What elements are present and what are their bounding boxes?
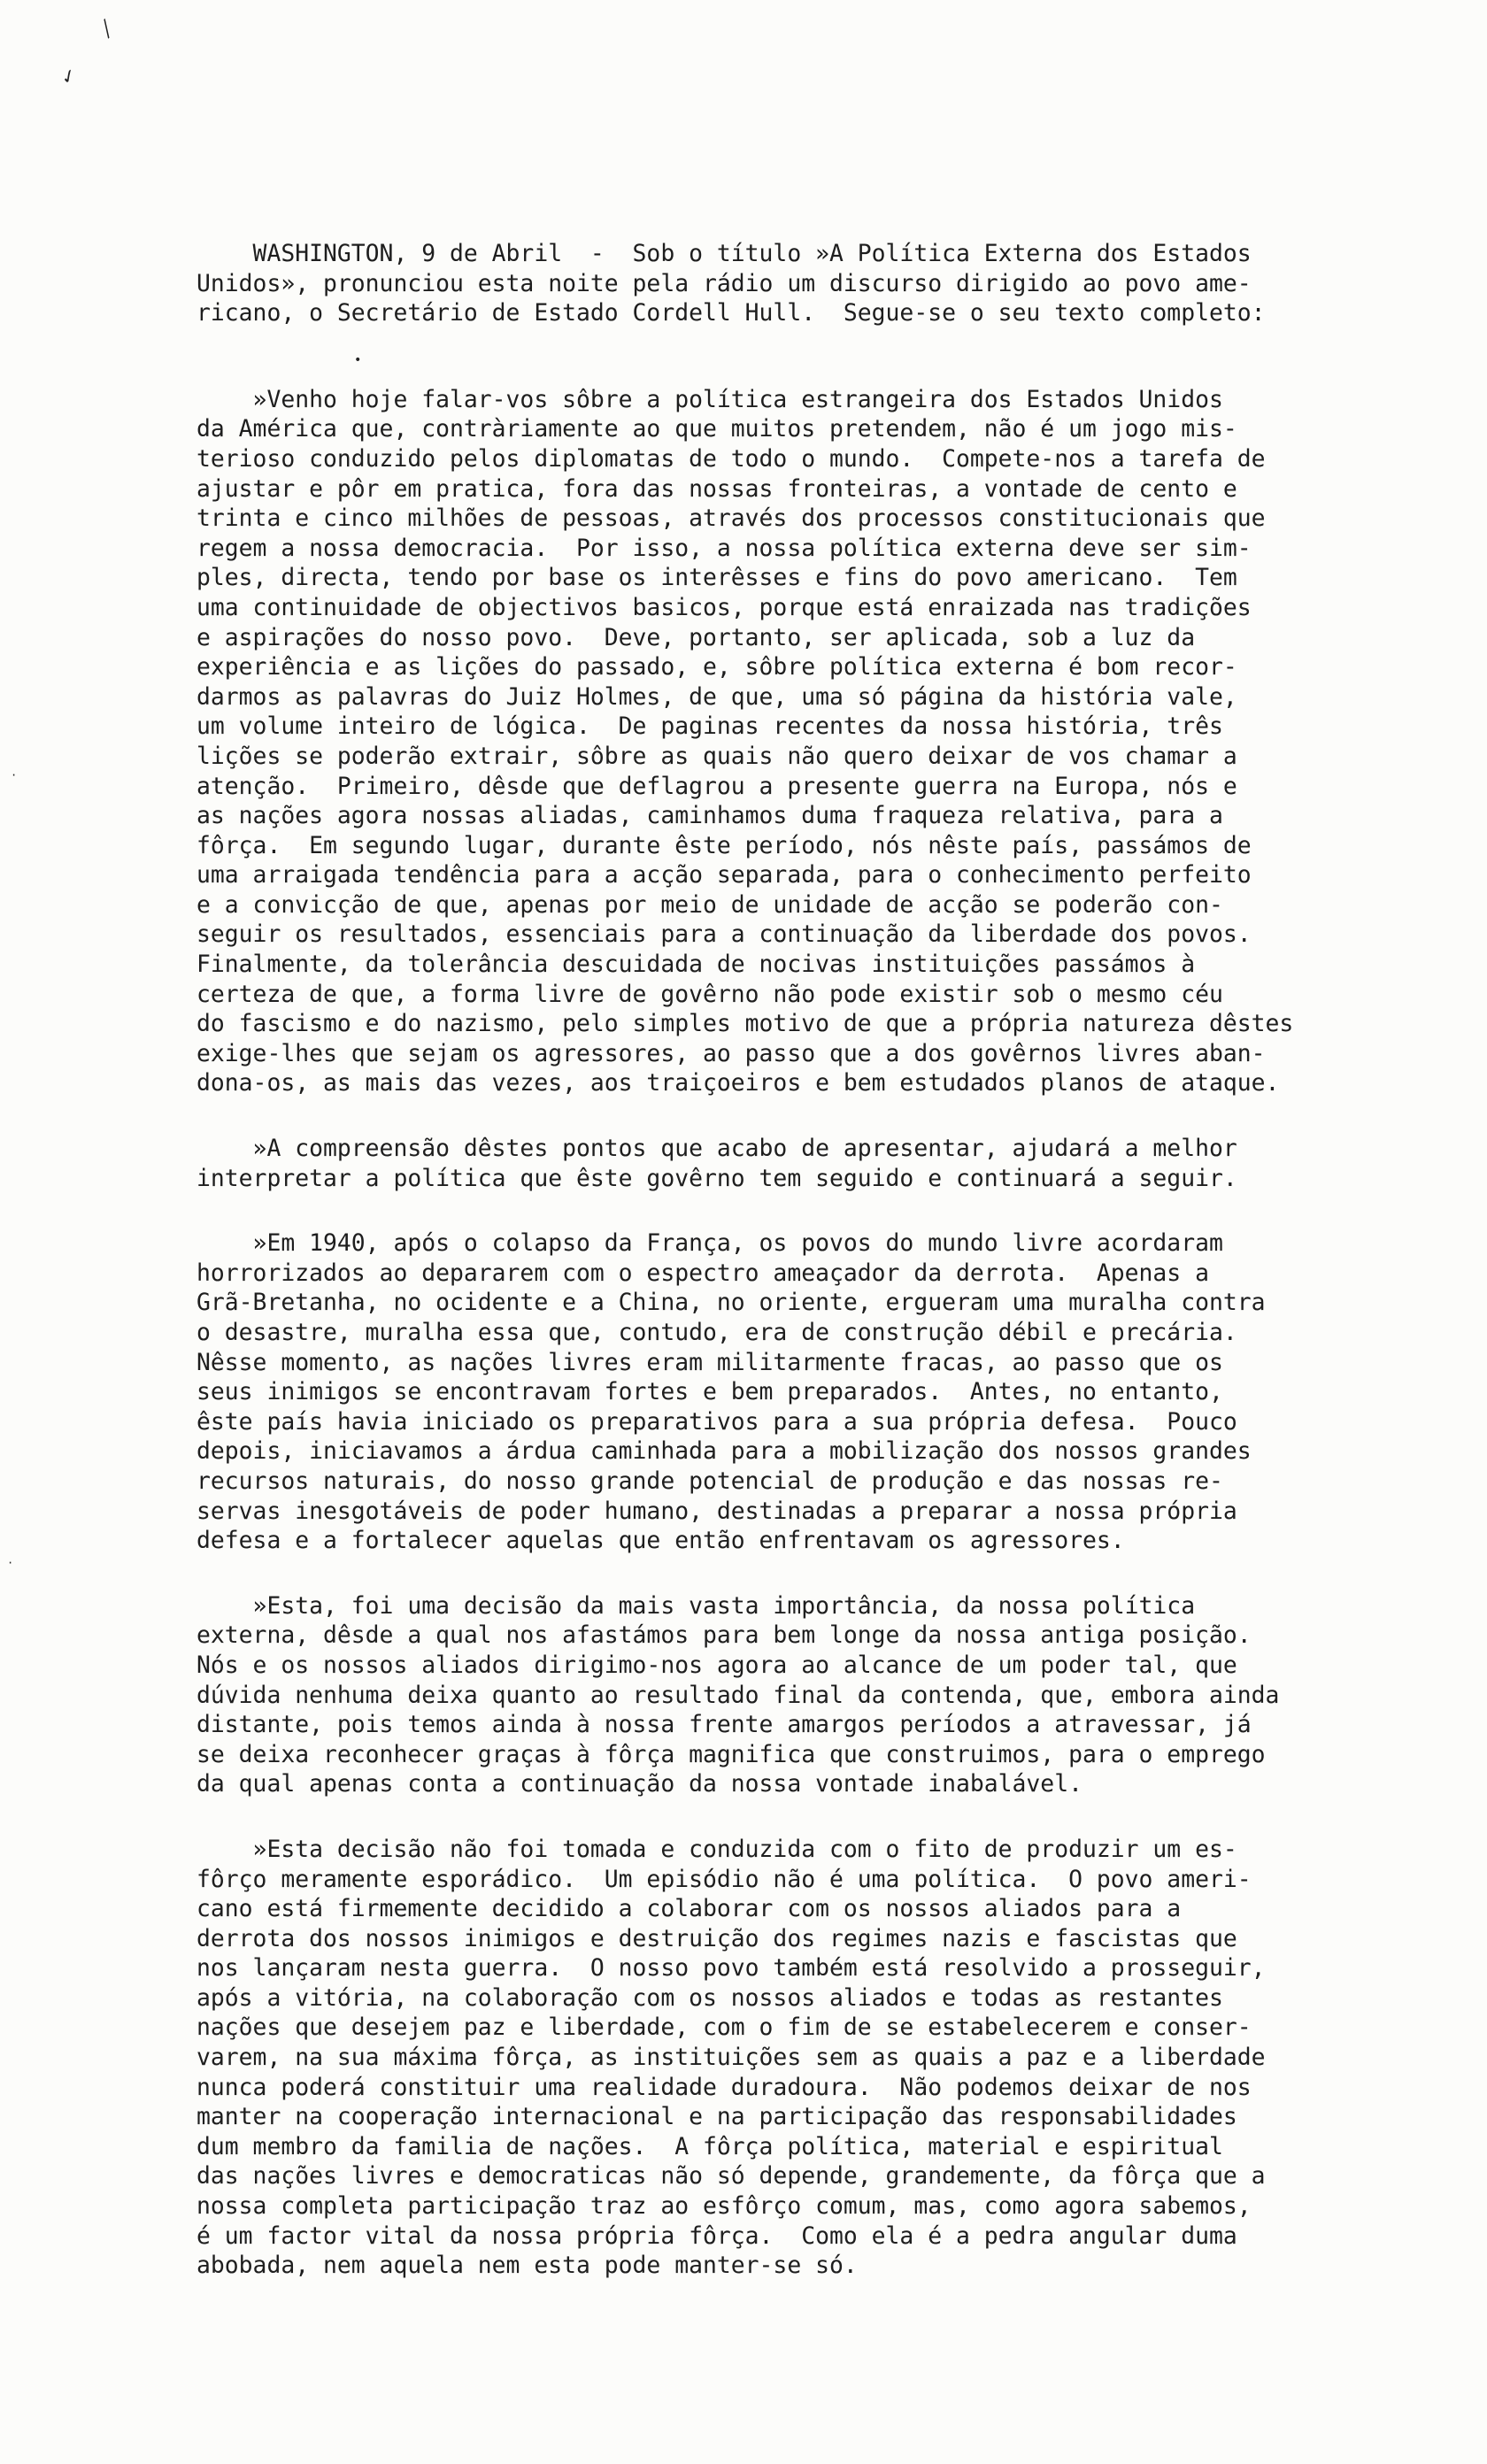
text-line: terioso conduzido pelos diplomatas de todo o mundo. Compete-nos a tarefa de <box>196 444 1266 473</box>
text-line: servas inesgotáveis de poder humano, destinadas a preparar a nossa própria <box>196 1497 1237 1525</box>
text-line: Nós e os nossos aliados dirigimo-nos agora ao alcance de um poder tal, que <box>196 1651 1237 1679</box>
text-line: exige-lhes que sejam os agressores, ao passo que a dos govêrnos livres aban- <box>196 1039 1266 1067</box>
text-line: defesa e a fortalecer aquelas que então enfrentavam os agressores. <box>196 1527 1125 1555</box>
text-line: Grã-Bretanha, no ocidente e a China, no oriente, ergueram uma muralha contra <box>196 1289 1266 1317</box>
text-line: horrorizados ao depararem com o espectro ameaçador da derrota. Apenas a <box>196 1259 1209 1287</box>
text-line: um volume inteiro de lógica. De paginas recentes da nossa história, três <box>196 712 1223 741</box>
text-line: WASHINGTON, 9 de Abril - Sob o título »A Política Externa dos Estados <box>196 240 1252 267</box>
margin-speck-mark: · <box>7 1557 14 1569</box>
text-line: da América que, contràriamente ao que muitos pretendem, não é um jogo mis- <box>196 415 1237 443</box>
paragraph-decision <box>196 1591 1365 1799</box>
text-line: externa, dêsde a qual nos afastámos para bem longe da nossa antiga posição. <box>196 1621 1252 1650</box>
text-line: certeza de que, a forma livre de govêrno não pode existir sob o mesmo céu <box>196 980 1223 1008</box>
text-line: seguir os resultados, essenciais para a continuação da liberdade dos povos. <box>196 920 1252 949</box>
text-line: abobada, nem aquela nem esta pode manter-se só. <box>196 2252 858 2280</box>
text-line: dúvida nenhuma deixa quanto ao resultado final da contenda, que, embora ainda <box>196 1681 1280 1709</box>
text-line: distante, pois temos ainda à nossa frente amargos períodos a atravessar, já <box>196 1711 1252 1739</box>
typed-document-body <box>196 239 1365 2281</box>
text-line: interpretar a política que êste govêrno tem seguido e continuará a seguir. <box>196 1164 1237 1192</box>
text-line: nunca poderá constituir uma realidade duradoura. Não podemos deixar de nos <box>196 2073 1252 2101</box>
text-line: trinta e cinco milhões de pessoas, através dos processos constitucionais que <box>196 504 1266 533</box>
text-line: nossa completa participação traz ao esfôrço comum, mas, como agora sabemos, <box>196 2192 1252 2221</box>
text-line: êste país havia iniciado os preparativos para a sua própria defesa. Pouco <box>196 1407 1237 1436</box>
pen-check-mark: ✓ <box>57 62 80 90</box>
text-line: »Esta, foi uma decisão da mais vasta importância, da nossa política <box>196 1591 1196 1620</box>
text-line: é um factor vital da nossa própria fôrça. Como ela é a pedra angular duma <box>196 2221 1237 2250</box>
text-line: manter na cooperação internacional e na participação das responsabilidades <box>196 2103 1237 2131</box>
text-line: Unidos», pronunciou esta noite pela rádio um discurso dirigido ao povo ame- <box>196 269 1252 297</box>
text-line: após a vitória, na colaboração com os nossos aliados e todas as restantes <box>196 1983 1223 2012</box>
margin-speck-mark: · <box>11 769 18 782</box>
text-line: »Esta decisão não foi tomada e conduzida com o fito de produzir um es- <box>196 1835 1237 1863</box>
text-line: derrota dos nossos inimigos e destruição dos regimes nazis e fascistas que <box>196 1924 1237 1952</box>
text-line: se deixa reconhecer graças à fôrça magnifica que construimos, para o emprego <box>196 1740 1266 1768</box>
text-line: fôrça. Em segundo lugar, durante êste período, nós nêste país, passámos de <box>196 831 1252 859</box>
text-line: recursos naturais, do nosso grande potencial de produção e das nossas re- <box>196 1467 1223 1495</box>
text-line: Nêsse momento, as nações livres eram militarmente fracas, ao passo que os <box>196 1348 1223 1376</box>
text-line: do fascismo e do nazismo, pelo simples motivo de que a própria natureza dêstes <box>196 1010 1294 1038</box>
text-line: depois, iniciavamos a árdua caminhada para a mobilização dos nossos grandes <box>196 1437 1252 1466</box>
text-line: e a convicção de que, apenas por meio de unidade de acção se poderão con- <box>196 890 1223 919</box>
text-line: »Venho hoje falar-vos sôbre a política estrangeira dos Estados Unidos <box>196 385 1223 413</box>
text-line: da qual apenas conta a continuação da nossa vontade inabalável. <box>196 1770 1083 1798</box>
pen-tick-mark: ⁄ <box>90 12 123 46</box>
text-line: dum membro da familia de nações. A fôrça política, material e espiritual <box>196 2132 1223 2160</box>
text-line: Finalmente, da tolerância descuidada de nocivas instituições passámos à <box>196 951 1196 979</box>
text-line: o desastre, muralha essa que, contudo, era de construção débil e precária. <box>196 1319 1237 1346</box>
paragraph-collaboration <box>196 1835 1365 2281</box>
text-line: seus inimigos se encontravam fortes e bem preparados. Antes, no entanto, <box>196 1378 1223 1406</box>
text-line: cano está firmemente decidido a colaborar com os nossos aliados para a <box>196 1895 1182 1923</box>
paragraph-intro <box>196 239 1365 328</box>
text-line: fôrço meramente esporádico. Um episódio não é uma política. O povo ameri- <box>196 1865 1252 1893</box>
text-line: ples, directa, tendo por base os interêsses e fins do povo americano. Tem <box>196 564 1237 592</box>
text-line: nos lançaram nesta guerra. O nosso povo também está resolvido a prosseguir, <box>196 1954 1266 1983</box>
text-line: experiência e as lições do passado, e, sôbre política externa é bom recor- <box>196 653 1237 681</box>
text-line: ricano, o Secretário de Estado Cordell Hull. Segue-se o seu texto completo: <box>196 299 1266 327</box>
text-line: atenção. Primeiro, dêsde que deflagrou a presente guerra na Europa, nós e <box>196 772 1237 800</box>
text-line: ajustar e pôr em pratica, fora das nossas fronteiras, a vontade de cento e <box>196 474 1237 503</box>
ink-dot-mark: • <box>354 353 362 367</box>
text-line: regem a nossa democracia. Por isso, a nossa política externa deve ser sim- <box>196 534 1252 562</box>
text-line: »A compreensão dêstes pontos que acabo de apresentar, ajudará a melhor <box>196 1135 1237 1163</box>
text-line: varem, na sua máxima fôrça, as instituições sem as quais a paz e a liberdade <box>196 2044 1266 2072</box>
text-line: lições se poderão extrair, sôbre as quais não quero deixar de vos chamar a <box>196 742 1237 770</box>
text-line: e aspirações do nosso povo. Deve, portanto, ser aplicada, sob a luz da <box>196 623 1196 651</box>
text-line: dona-os, as mais das vezes, aos traiçoeiros e bem estudados planos de ataque. <box>196 1069 1280 1097</box>
text-line: darmos as palavras do Juiz Holmes, de que, uma só página da história vale, <box>196 682 1237 711</box>
paragraph-1940 <box>196 1228 1365 1556</box>
text-line: das nações livres e democraticas não só depende, grandemente, da fôrça que a <box>196 2162 1266 2191</box>
text-line: as nações agora nossas aliadas, caminhamos duma fraqueza relativa, para a <box>196 802 1223 830</box>
text-line: nações que desejem paz e liberdade, com o fim de se estabelecerem e conser- <box>196 2014 1252 2042</box>
paragraph-comprehension <box>196 1134 1365 1193</box>
text-line: »Em 1940, após o colapso da França, os povos do mundo livre acordaram <box>196 1229 1223 1258</box>
text-line: uma continuidade de objectivos basicos, porque está enraizada nas tradições <box>196 593 1252 621</box>
text-line: uma arraigada tendência para a acção separada, para o conhecimento perfeito <box>196 861 1252 889</box>
paragraph-foreign-policy <box>196 385 1365 1098</box>
